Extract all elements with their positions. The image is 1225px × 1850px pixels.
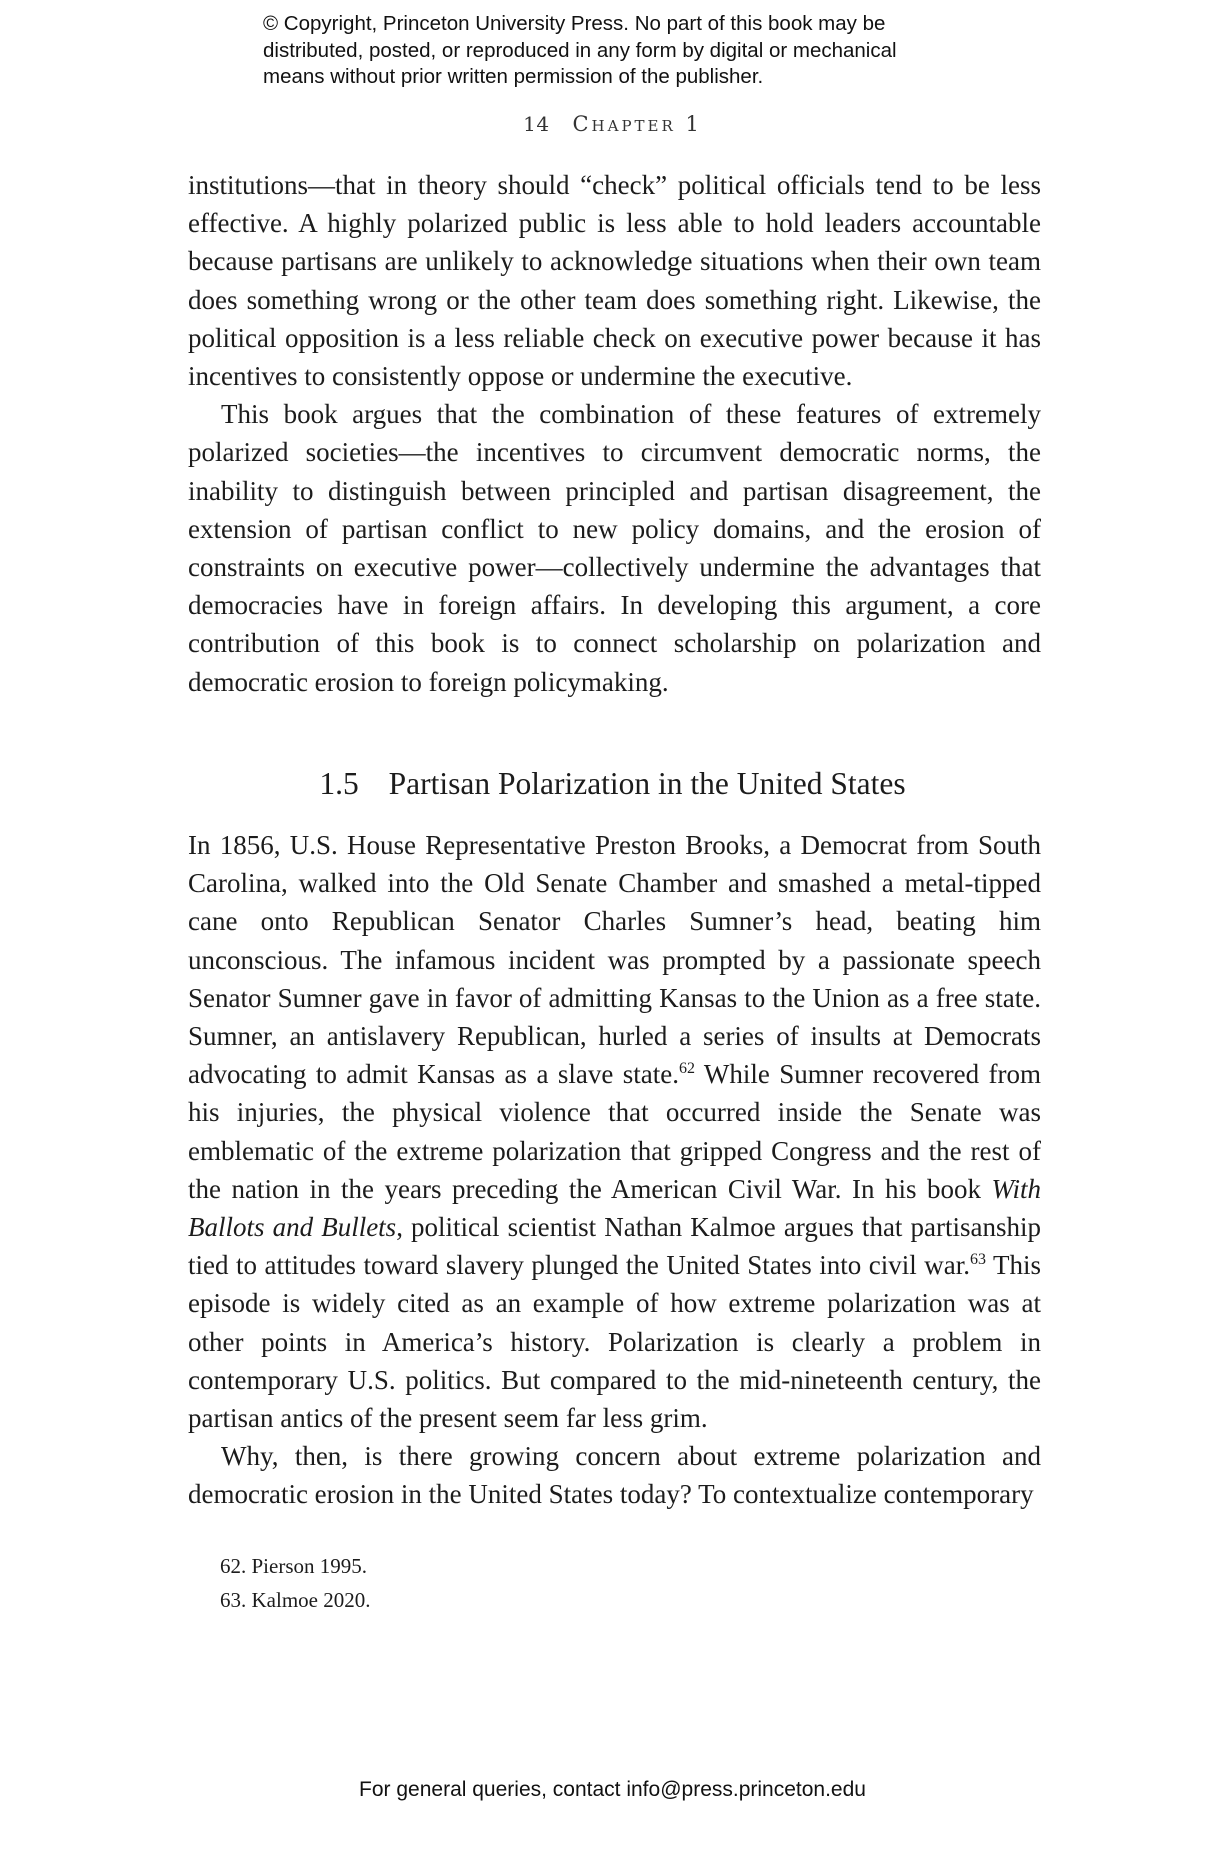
footnote-63: 63. Kalmoe 2020. — [220, 1588, 371, 1612]
copyright-line-2: distributed, posted, or reproduced in any form by digital or mechanical — [263, 38, 897, 62]
section-title: Partisan Polarization in the United States — [388, 766, 906, 801]
paragraph-4: Why, then, is there growing concern about extreme polarization and democratic erosion in the United States today? To contextualize contemporary — [188, 1441, 1041, 1510]
footer-contact: For general queries, contact info@press.princeton.edu — [359, 1778, 866, 1801]
section-heading — [0, 766, 1225, 802]
section-number: 1.5 — [319, 766, 359, 801]
footnotes — [220, 1549, 370, 1617]
body-text-top — [188, 166, 1041, 701]
footnote-ref-63[interactable]: 63 — [970, 1251, 986, 1269]
paragraph-3-part-a: In 1856, U.S. House Representative Preston Brooks, a Democrat from South Carolina, walked into the Old Senate Chamber and smashed a metal-tipped cane onto Republican Senator Charles Sumner’s head, beating him unconscious. The infamous incident was prompted by a passionate speech Senator Sumner gave in favor of admitting Kansas to the Union as a free state. Sumner, an antislavery Republican, hurled a series of insults at Democrats advocating to admit Kansas as a slave state. — [188, 830, 1041, 1090]
footnote-62: 62. Pierson 1995. — [220, 1554, 367, 1578]
footnote-ref-62[interactable]: 62 — [678, 1060, 695, 1078]
paragraph-2: This book argues that the combination of these features of extremely polarized societies—the incentives to circumvent democratic norms, the inability to distinguish between principled and partisan disagreement, the extension of partisan conflict to new policy domains, and the erosion of constraints on executive power—collectively undermine the advantages that democracies have in foreign affairs. In developing this argument, a core contribution of this book is to connect scholarship on polarization and democratic erosion to foreign policymaking. — [188, 399, 1041, 697]
paragraph-3-part-c: , political scientist Nathan Kalmoe argues that partisanship tied to attitudes toward slavery plunged the United States into civil war. — [188, 1212, 1042, 1281]
copyright-notice — [263, 11, 1023, 91]
paragraph-3-part-b: While Sumner recovered from his injuries, the physical violence that occurred inside the Senate was emblematic of the extreme polarization that gripped Congress and the rest of the nation in the years preceding the American Civil War. In his book — [188, 1059, 1041, 1204]
body-text-bottom — [188, 826, 1041, 1514]
running-head — [0, 112, 1225, 136]
copyright-line-1: © Copyright, Princeton University Press. No part of this book may be — [263, 12, 886, 35]
paragraph-3-part-d: This episode is widely cited as an example of how extreme polarization was at other points in America’s history. Polarization is clearly a problem in contemporary U.S. politics. But compared to the mid-nineteenth century, the partisan antics of the present seem far less grim. — [188, 1250, 1042, 1434]
paragraph-3 — [188, 826, 1041, 1437]
book-title: With Ballots and Bullets — [188, 1173, 1041, 1243]
copyright-line-3: means without prior written permission of the publisher. — [263, 65, 764, 88]
chapter-label: Chapter 1 — [572, 112, 702, 136]
page-number: 14 — [523, 112, 550, 136]
paragraph-1: institutions—that in theory should “check” political officials tend to be less effective. A highly polarized public is less able to hold leaders accountable because partisans are unlikely to acknowledge situations when their own team does something wrong or the other team does something right. Likewise, the political opposition is a less reliable check on executive power because it has incentives to consistently oppose or undermine the executive. — [188, 170, 1041, 392]
